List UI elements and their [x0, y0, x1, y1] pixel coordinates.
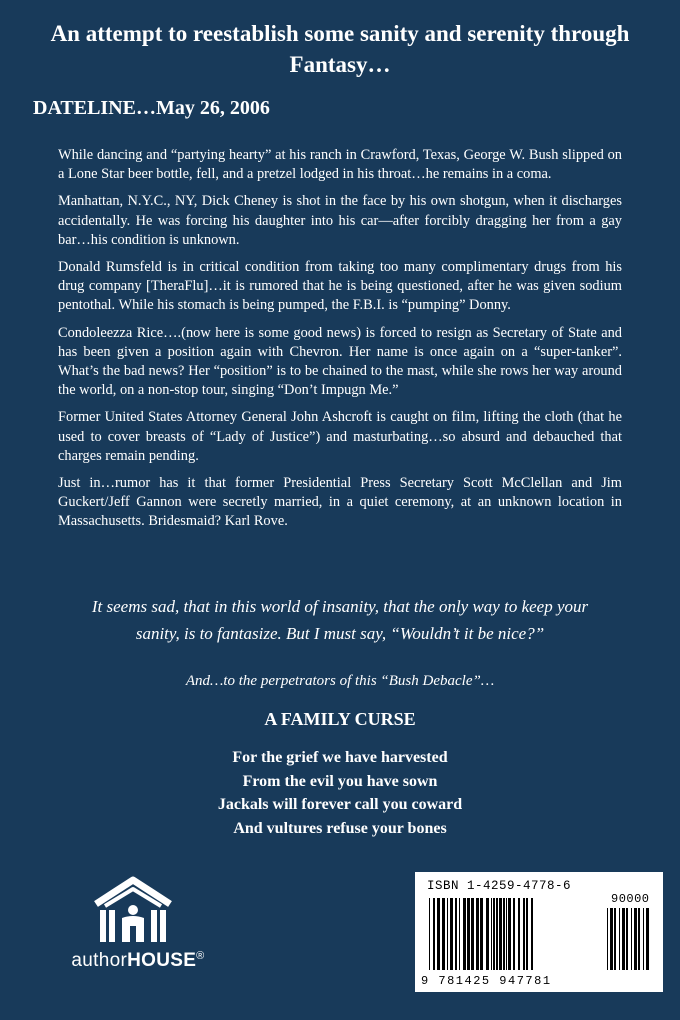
house-book-icon: [88, 876, 178, 946]
curse-verse: [40, 746, 640, 840]
curse-line: From the evil you have sown: [242, 772, 438, 790]
musing-line-1: It seems sad, that in this world of insanity, that the only way to keep your: [91, 597, 589, 616]
barcode-bar: [493, 898, 495, 970]
publisher-name-part2: HOUSE: [127, 950, 197, 971]
barcode-bar: [506, 898, 507, 970]
barcode-bar: [513, 898, 515, 970]
story-cheney: Manhattan, N.Y.C., NY, Dick Cheney is shot in the face by his own shotgun, when it discharges accidentally. He was forcing his daughter into his car—after forcibly dragging her from a gay bar…his condition is unknown.: [58, 193, 622, 248]
cover-headline: [20, 18, 660, 80]
addon-barcode-bar: [610, 908, 613, 970]
registered-mark: ®: [196, 950, 205, 962]
addon-barcode-bar: [614, 908, 616, 970]
barcode-bar: [467, 898, 470, 970]
addon-barcode-bar: [622, 908, 625, 970]
dateline: DATELINE…May 26, 2006: [33, 97, 270, 119]
publisher-name: [58, 950, 218, 972]
barcode-bar: [455, 898, 457, 970]
barcode-bar: [433, 898, 435, 970]
addon-barcode-bar: [634, 908, 637, 970]
closing-musing: [40, 593, 640, 647]
barcode-bar: [508, 898, 511, 970]
barcode-bar: [523, 898, 525, 970]
addon-barcode-bar: [638, 908, 640, 970]
addon-barcode-bar: [626, 908, 628, 970]
headline-line-1: An attempt to reestablish some sanity and serenity through: [50, 21, 630, 46]
barcode-bar: [447, 898, 448, 970]
addon-barcode-bar: [619, 908, 620, 970]
publisher-name-part1: author: [71, 950, 128, 971]
barcode-bar: [480, 898, 483, 970]
story-list: [58, 146, 622, 540]
isbn-barcode: [415, 872, 663, 992]
curse-line: Jackals will forever call you coward: [217, 796, 463, 813]
addon-barcode-bar: [607, 908, 608, 970]
barcode-bar: [476, 898, 479, 970]
barcode-bar: [442, 898, 445, 970]
barcode-bar: [437, 898, 440, 970]
curse-line: For the grief we have harvested: [232, 749, 448, 766]
barcode-bar: [450, 898, 453, 970]
curse-lead-in: And…to the perpetrators of this “Bush Debacle”…: [185, 673, 495, 689]
barcode-bar: [531, 898, 533, 970]
price-code: 90000: [611, 892, 650, 906]
curse-line: And vultures refuse your bones: [233, 819, 447, 837]
barcode-bar: [518, 898, 520, 970]
story-mcclellan: Just in…rumor has it that former Presidential Press Secretary Scott McClellan and Jim Guckert/Jeff Gannon were secretly married, in a quiet ceremony, at an unknown location in Massachusetts. Bridesmaid? Karl Rove.: [58, 475, 622, 530]
barcode-bar: [503, 898, 505, 970]
addon-barcode-bar: [631, 908, 632, 970]
publisher-logo: [58, 876, 208, 986]
story-rice: Condoleezza Rice….(now here is some good news) is forced to resign as Secretary of State and has been given a position again with Chevron. Her name is once again on a “super-tanker”. What’s the bad news? Her “position” is to be chained to the mast, while she rows her way around the world, on a non-stop tour, singing “Don’t Impugn Me.”: [58, 324, 622, 399]
addon-barcode-bar: [646, 908, 649, 970]
barcode-bar: [463, 898, 466, 970]
barcode-bar: [429, 898, 430, 970]
addon-barcode-bar: [643, 908, 644, 970]
musing-line-2: sanity, is to fantasize. But I must say, “Wouldn’t it be nice?”: [135, 624, 545, 643]
curse-title: A FAMILY CURSE: [264, 709, 416, 729]
story-bush: While dancing and “partying hearty” at his ranch in Crawford, Texas, George W. Bush slipped on a Lone Star beer bottle, fell, and a pretzel lodged in his throat…he remains in a coma.: [58, 147, 622, 183]
headline-line-2: Fantasy…: [289, 52, 391, 77]
barcode-bar: [496, 898, 498, 970]
barcode-bar: [471, 898, 474, 970]
barcode-bar: [486, 898, 489, 970]
barcode-bar: [526, 898, 528, 970]
ean-digits: 9 781425 947781: [421, 974, 552, 988]
isbn-number: ISBN 1-4259-4778-6: [427, 879, 572, 893]
story-rumsfeld: Donald Rumsfeld is in critical condition from taking too many complimentary drugs from his drug company [TheraFlu]…it is rumored that he is being questioned, after he was given sodium pentothal. While his stomach is being pumped, the F.B.I. is “pumping” Donny.: [58, 259, 622, 314]
barcode-bar: [499, 898, 502, 970]
barcode-bar: [491, 898, 492, 970]
story-ashcroft: Former United States Attorney General John Ashcroft is caught on film, lifting the cloth (that he used to cover breasts of “Lady of Justice”) and masturbating…so absurd and debauched that charges remain pending.: [58, 409, 622, 464]
barcode-bar: [459, 898, 460, 970]
